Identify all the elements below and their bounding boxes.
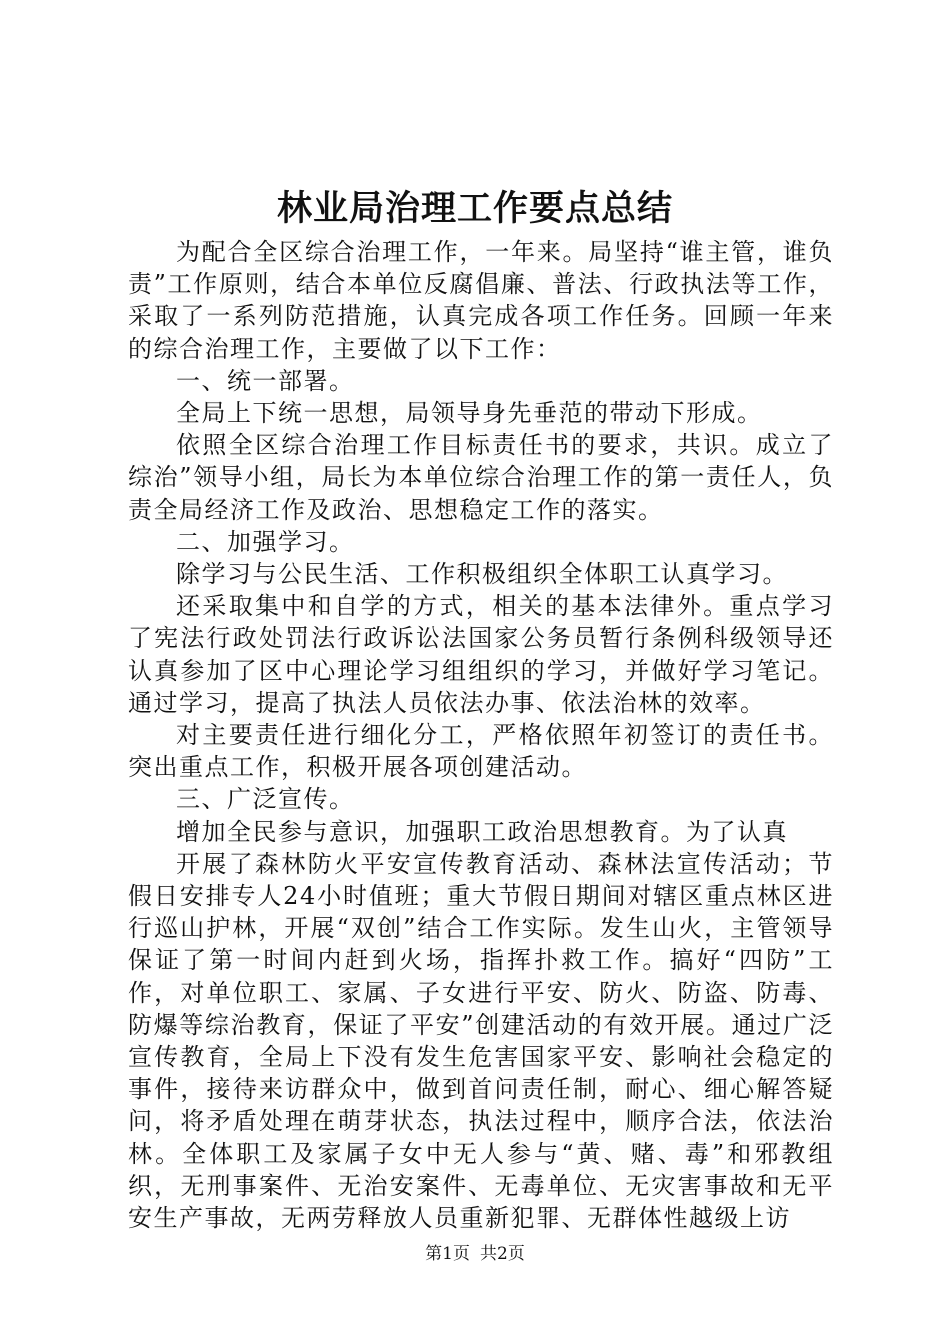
section-heading-1: 一、统一部署。 <box>176 366 355 395</box>
paragraph: 全局上下统一思想，局领导身先垂范的带动下形成。 <box>176 399 763 428</box>
document-title: 林业局治理工作要点总结 <box>276 188 673 229</box>
paragraph: 开展了森林防火平安宣传教育活动、森林法宣传活动；节假日安排专人24小时值班；重大节假日期间对辖区重点林区进行巡山护林，开展“双创”结合工作实际。发生山火，主管领导保证了第一时间内赶到火场，指挥扑救工作。搞好“四防”工作，对单位职工、家属、子女进行平安、防火、防盗、防毒、防爆等综治教育，保证了平安”创建活动的有效开展。通过广泛宣传教育，全局上下没有发生危害国家平安、影响社会稳定的事件，接待来访群众中，做到首问责任制，耐心、细心解答疑问，将矛盾处理在萌芽状态，执法过程中，顺序合法，依法治林。全体职工及家属子女中无人参与“黄、赌、毒”和邪教组织，无刑事案件、无治安案件、无毒单位、无灾害事故和无平安生产事故，无两劳释放人员重新犯罪、无群体性越级上访 <box>128 849 834 1233</box>
paragraph: 增加全民参与意识，加强职工政治思想教育。为了认真 <box>176 817 788 846</box>
section-heading-3: 三、广泛宣传。 <box>176 785 355 814</box>
page-footer <box>0 1243 950 1265</box>
section-heading-2: 二、加强学习。 <box>176 527 355 556</box>
paragraph: 依照全区综合治理工作目标责任书的要求，共识。成立了综治”领导小组，局长为本单位综合治理工作的第一责任人，负责全局经济工作及政治、思想稳定工作的落实。 <box>128 431 834 524</box>
paragraph: 还采取集中和自学的方式，相关的基本法律外。重点学习了宪法行政处罚法行政诉讼法国家公务员暂行条例科级领导还认真参加了区中心理论学习组组织的学习，并做好学习笔记。通过学习，提高了执法人员依法办事、依法治林的效率。 <box>128 592 834 717</box>
page-total: 共2页 <box>480 1244 525 1264</box>
document-body <box>128 236 834 1234</box>
paragraph: 对主要责任进行细化分工，严格依照年初签订的责任书。突出重点工作，积极开展各项创建活动。 <box>128 721 834 782</box>
paragraph-intro: 为配合全区综合治理工作，一年来。局坚持“谁主管，谁负责”工作原则，结合本单位反腐倡廉、普法、行政执法等工作，采取了一系列防范措施，认真完成各项工作任务。回顾一年来的综合治理工作，主要做了以下工作： <box>128 238 834 363</box>
page-number: 第1页 <box>425 1244 470 1264</box>
paragraph: 除学习与公民生活、工作积极组织全体职工认真学习。 <box>176 560 788 589</box>
